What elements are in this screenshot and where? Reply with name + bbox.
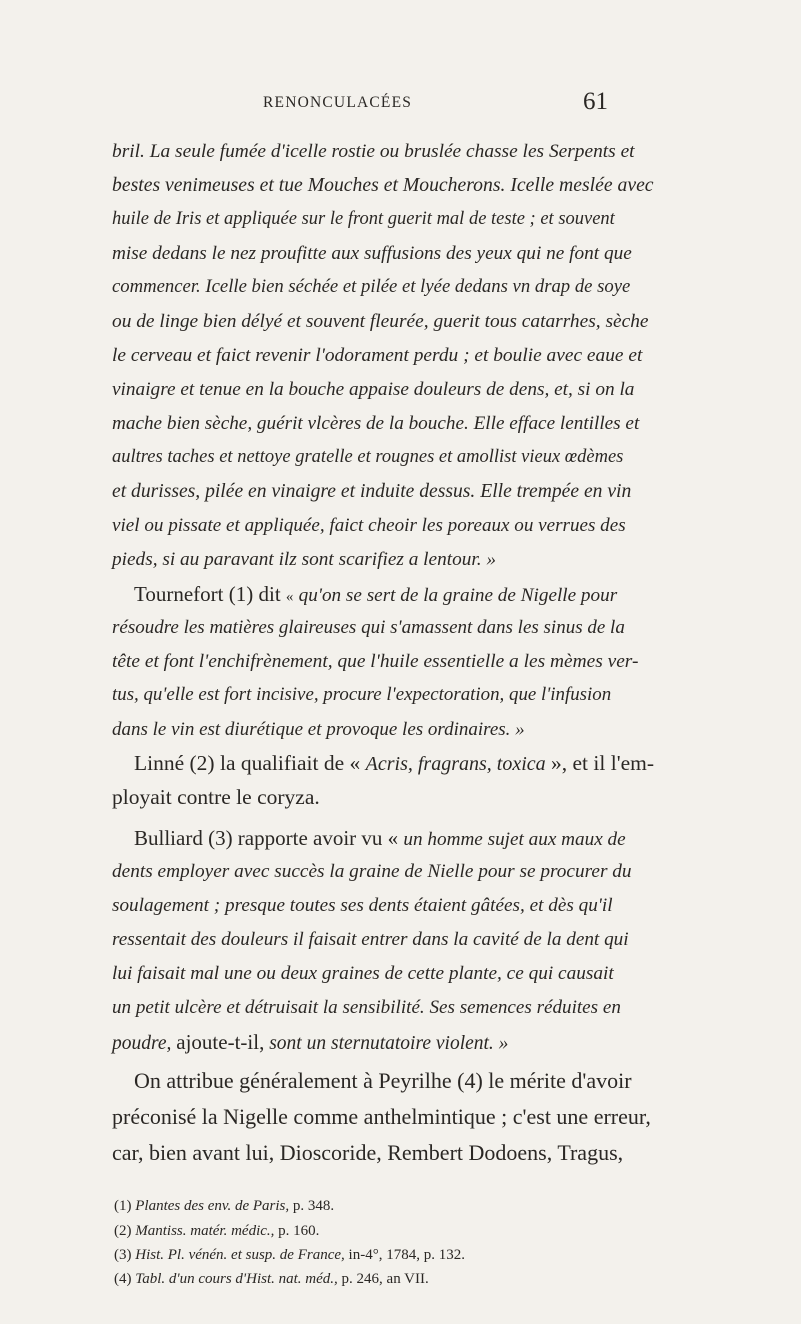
footnote-title: Mantiss. matér. médic.,: [135, 1223, 275, 1239]
text-line: On attribue généralement à Peyrilhe (4) le mérite d'avoir: [134, 1068, 632, 1093]
text-line: dents employer avec succès la graine de Nielle pour se procurer du: [112, 861, 632, 882]
text-line: huile de Iris et appliquée sur le front guerit mal de teste ; et souvent: [112, 209, 615, 229]
text-line: commencer. Icelle bien séchée et pilée et lyée dedans vn drap de soye: [112, 276, 631, 297]
running-title: RENONCULACÉES: [263, 94, 413, 111]
quoted-text: Acris, fragrans, toxica: [365, 753, 546, 775]
footnote-number: (3): [114, 1247, 132, 1263]
text-line: soulagement ; presque toutes ses dents étaient gâtées, et dès qu'il: [112, 895, 613, 916]
text-line: car, bien avant lui, Dioscoride, Rembert Dodoens, Tragus,: [112, 1140, 624, 1165]
text-line: tête et font l'enchifrènement, que l'huile essentielle a les mèmes ver-: [112, 651, 639, 672]
quote-mark: «: [285, 589, 294, 605]
text-span: », et il l'em-: [551, 751, 655, 775]
footnote-detail: in-4°, 1784, p. 132.: [348, 1247, 465, 1263]
text-line: [112, 1032, 732, 1054]
text-line: tus, qu'elle est fort incisive, procure l'expectoration, que l'infusion: [112, 684, 612, 705]
footnote-detail: p. 348.: [292, 1198, 335, 1214]
footnote-number: (4): [114, 1271, 132, 1287]
footnote: [114, 1272, 734, 1287]
page-number: 61: [583, 88, 608, 115]
text-line: résoudre les matières glaireuses qui s'amassent dans les sinus de la: [112, 617, 625, 638]
text-line: dans le vin est diurétique et provoque les ordinaires. »: [112, 719, 525, 740]
text-line: ressentait des douleurs il faisait entrer dans la cavité de la dent qui: [112, 929, 629, 950]
quoted-text: qu'on se sert de la graine de Nigelle pour: [298, 585, 618, 606]
text-span: ajoute-t-il,: [176, 1030, 265, 1054]
footnote-detail: p. 246, an VII.: [341, 1271, 429, 1287]
text-line: [134, 584, 754, 605]
text-line: ou de linge bien délyé et souvent fleurée, guerit tous catarrhes, sèche: [112, 311, 649, 332]
text-line: bestes venimeuses et tue Mouches et Moucherons. Icelle meslée avec: [112, 174, 654, 196]
footnote-title: Plantes des env. de Paris,: [135, 1198, 290, 1214]
footnote: [114, 1199, 734, 1214]
quoted-text: un homme sujet aux maux de: [403, 829, 626, 850]
text-line: aultres taches et nettoye gratelle et rougnes et amollist vieux œdèmes: [112, 447, 624, 467]
text-line: et durisses, pilée en vinaigre et induite dessus. Elle trempée en vin: [112, 481, 632, 502]
text-line: vinaigre et tenue en la bouche appaise douleurs de dens, et, si on la: [112, 379, 635, 400]
text-line: mache bien sèche, guérit vlcères de la bouche. Elle efface lentilles et: [112, 413, 640, 434]
author-citation: Tournefort (1) dit: [134, 582, 281, 606]
text-line: bril. La seule fumée d'icelle rostie ou bruslée chasse les Serpents et: [112, 141, 635, 162]
text-line: un petit ulcère et détruisait la sensibilité. Ses semences réduites en: [112, 997, 621, 1018]
footnote-number: (2): [114, 1223, 132, 1239]
text-span: sont un sternutatoire violent. »: [269, 1033, 509, 1054]
text-line: mise dedans le nez proufitte aux suffusions des yeux qui ne font que: [112, 243, 632, 264]
footnote-title: Hist. Pl. vénén. et susp. de France,: [135, 1247, 345, 1263]
text-line: lui faisait mal une ou deux graines de cette plante, ce qui causait: [112, 963, 614, 984]
running-head: [0, 88, 801, 116]
footnote-number: (1): [114, 1198, 132, 1214]
text-line: pieds, si au paravant ilz sont scarifiez a lentour. »: [112, 549, 497, 570]
text-line: [134, 828, 754, 849]
author-citation: Linné (2) la qualifiait de «: [134, 751, 361, 775]
text-line: préconisé la Nigelle comme anthelmintique ; c'est une erreur,: [112, 1104, 651, 1129]
author-citation: Bulliard (3) rapporte avoir vu «: [134, 826, 399, 850]
text-line: viel ou pissate et appliquée, faict cheoir les poreaux ou verrues des: [112, 515, 626, 536]
text-span: poudre,: [112, 1033, 172, 1054]
text-line: le cerveau et faict revenir l'odorament perdu ; et boulie avec eaue et: [112, 345, 643, 366]
text-line: ployait contre le coryza.: [112, 785, 320, 809]
footnote-title: Tabl. d'un cours d'Hist. nat. méd.,: [135, 1271, 338, 1287]
footnote-detail: p. 160.: [278, 1223, 320, 1239]
footnote: [114, 1248, 734, 1263]
footnote: [114, 1224, 734, 1239]
text-line: [134, 753, 754, 775]
